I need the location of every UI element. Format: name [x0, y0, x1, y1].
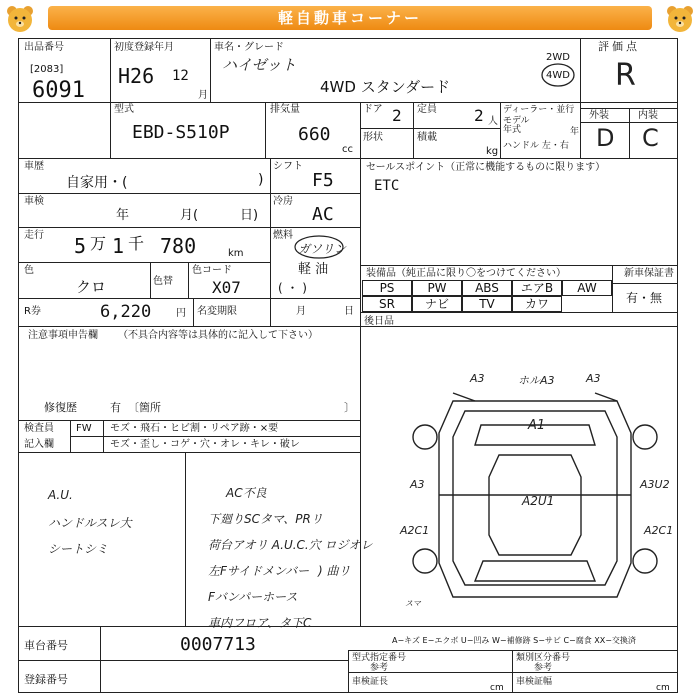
inspection-label: 車検: [24, 196, 44, 207]
mark-a2c1-left: A2C1: [400, 524, 430, 537]
color-value: クロ: [76, 278, 107, 296]
mark-top: ホルA3: [518, 374, 555, 387]
lot-sub: [2083]: [30, 64, 64, 75]
grade-label: 評価点: [598, 40, 640, 53]
repair-value: 有: [110, 401, 121, 414]
history-label: 車歴: [24, 161, 44, 172]
footer-ref1: 参考: [370, 663, 389, 673]
inspector-row1: モズ・飛石・ヒビ割・リペア跡・×要: [110, 423, 279, 434]
type-label: 型式: [114, 104, 134, 115]
warranty-label: 新車保証書: [624, 268, 674, 279]
mark-a2u1: A2U1: [522, 494, 555, 508]
mark-bottom: スマ: [405, 599, 421, 608]
name-change-label: 名変期限: [197, 306, 237, 317]
mark-a1: A1: [528, 418, 546, 433]
model-name: ハイゼット: [222, 56, 297, 74]
registration-era: H26: [118, 64, 155, 88]
rear-items-label: 後日品: [364, 316, 394, 327]
mileage-unit: km: [228, 248, 244, 259]
footer-model-code: 型式指定番号: [352, 653, 407, 663]
capacity-unit: 人: [488, 116, 498, 127]
registration-label: 初度登録年月: [114, 42, 174, 53]
history-value: 自家用・(: [66, 175, 128, 191]
recycle-label: R券: [24, 306, 41, 317]
displacement-value: 660: [298, 124, 331, 145]
note-right: 左Fサイドメンバー: [208, 564, 310, 578]
year-label: 年式: [503, 125, 522, 135]
doors-value: 2: [392, 106, 402, 125]
interior-grade: C: [642, 124, 659, 152]
mark-a3u2: A3U2: [640, 478, 670, 491]
footer-width-unit: cm: [656, 683, 670, 693]
inspection-month: 月(: [180, 208, 199, 223]
mileage-rest: 780: [160, 234, 197, 258]
color-change-label: 色替: [153, 276, 173, 287]
aircon-label: 冷房: [273, 196, 293, 207]
recycle-value: 6,220: [100, 302, 152, 322]
type-value: EBD-S510P: [132, 122, 230, 143]
note-bend: ) 曲リ: [318, 564, 351, 578]
equipment-item: SR: [362, 296, 412, 312]
fuel-diesel: 軽 油: [298, 262, 329, 277]
bear-mascot-icon: [664, 3, 696, 35]
sales-point-label: セールスポイント（正常に機能するものに限ります）: [366, 162, 606, 173]
mark-a3-left: A3: [410, 478, 425, 491]
exterior-label: 外装: [589, 110, 609, 121]
exterior-grade: D: [596, 124, 615, 152]
equipment-item: ナビ: [412, 296, 462, 312]
mileage-sen: 1: [112, 234, 125, 258]
inspection-day: 日): [240, 208, 259, 223]
repair-place: 〔箇所: [128, 401, 161, 414]
mark-a2c1-right: A2C1: [644, 524, 674, 537]
mileage-man: 5: [74, 234, 87, 258]
color-code: X07: [212, 278, 241, 297]
inspection-year: 年: [116, 208, 130, 223]
footer-ref2: 参考: [534, 663, 553, 673]
registration-month: 12: [172, 68, 189, 84]
warranty-value: 有・無: [626, 291, 663, 305]
equipment-item: PW: [412, 280, 462, 296]
mark-a3-tr: A3: [586, 372, 601, 385]
note-left: A.U.: [48, 488, 73, 502]
model-label: 車名・グレード: [214, 42, 284, 53]
color-code-label: 色コード: [192, 265, 232, 276]
circle-mark-icon: [292, 234, 346, 260]
inspector-entry-label: 記入欄: [24, 439, 54, 450]
bear-mascot-icon: [4, 3, 36, 35]
aircon-value: AC: [312, 204, 334, 225]
fuel-paren: ( ・ ): [278, 281, 307, 295]
inspector-fw: FW: [76, 423, 92, 434]
equipment-item: TV: [462, 296, 512, 312]
repair-label: 修復歴: [44, 401, 77, 414]
displacement-unit: cc: [342, 144, 353, 155]
mileage-label: 走行: [24, 230, 44, 241]
shift-label: シフト: [273, 161, 303, 172]
declaration-note: （不具合内容等は具体的に記入して下さい）: [118, 330, 318, 341]
declaration-label: 注意事項申告欄: [28, 330, 98, 341]
steering-label: ハンドル 左・右: [503, 141, 569, 151]
model-grade: 4WD スタンダード: [320, 78, 451, 96]
equipment-item: カワ: [512, 296, 562, 312]
page-title: 軽自動車コーナー: [277, 9, 422, 27]
equipment-item: ABS: [462, 280, 512, 296]
displacement-label: 排気量: [270, 104, 300, 115]
footer-length-unit: cm: [490, 683, 504, 693]
name-change-day: 日: [344, 306, 354, 317]
inspector-label: 検査員: [24, 423, 54, 434]
repair-close: 〕: [344, 401, 355, 414]
note-right: AC不良: [226, 486, 267, 500]
shape-label: 形状: [363, 132, 383, 143]
recycle-unit: 円: [176, 308, 186, 319]
inspector-row2: モズ・歪し・コゲ・穴・オレ・キレ・破レ: [110, 439, 300, 450]
interior-label: 内装: [638, 110, 658, 121]
drive-4wd: 4WD: [546, 70, 570, 81]
registration-month-unit: 月: [198, 90, 208, 101]
fuel-label: 燃料: [273, 230, 293, 241]
doors-label: ドア: [363, 104, 383, 115]
footer-width: 車検証幅: [516, 677, 553, 687]
circle-mark-icon: [540, 62, 576, 88]
equipment-item: AW: [562, 280, 612, 296]
capacity-value: 2: [474, 106, 484, 125]
name-change-month: 月: [296, 306, 306, 317]
footer-length: 車検証長: [352, 677, 389, 687]
fuel-gas: ガソリン: [298, 242, 347, 256]
lot-number: 6091: [32, 78, 85, 103]
note-left: シートシミ: [48, 542, 109, 556]
drive-2wd: 2WD: [546, 52, 570, 63]
load-unit: kg: [486, 146, 499, 157]
lot-label: 出品番号: [24, 42, 64, 53]
year-unit: 年: [570, 127, 580, 137]
note-right: Fバンパーホース: [208, 590, 298, 604]
grade-value: R: [615, 58, 636, 93]
note-right: 荷台アオリ A.U.C.穴 ロジオレ: [208, 538, 373, 552]
model-year-label: モデル: [503, 116, 530, 126]
sales-point-value: ETC: [374, 178, 400, 194]
chassis-label: 車台番号: [24, 639, 68, 652]
plate-label: 登録番号: [24, 673, 68, 686]
note-right: 下廻りSCタマ、PRリ: [208, 512, 323, 526]
dealer-label: ディーラー・並行: [503, 105, 575, 115]
mileage-sen-unit: 千: [128, 234, 145, 253]
equipment-item: エアB: [512, 280, 562, 296]
note-right: 車内フロア、タ下C: [208, 616, 312, 630]
footer-class-code: 類別区分番号: [516, 653, 571, 663]
note-left: ハンドルスレ大: [48, 516, 132, 530]
damage-legend: A−キズ E−エクボ U−凹み W−補修跡 S−サビ C−腐食 XX−交換済: [392, 636, 636, 645]
load-label: 積載: [417, 132, 437, 143]
equipment-label: 装備品（純正品に限り〇をつけてください）: [366, 268, 566, 279]
history-close: ): [258, 172, 264, 188]
equipment-item: PS: [362, 280, 412, 296]
capacity-label: 定員: [417, 104, 437, 115]
mileage-man-unit: 万: [90, 234, 107, 253]
chassis-value: 0007713: [180, 634, 256, 655]
shift-value: F5: [312, 170, 334, 191]
color-label: 色: [24, 265, 34, 276]
mark-a3-tl: A3: [470, 372, 485, 385]
